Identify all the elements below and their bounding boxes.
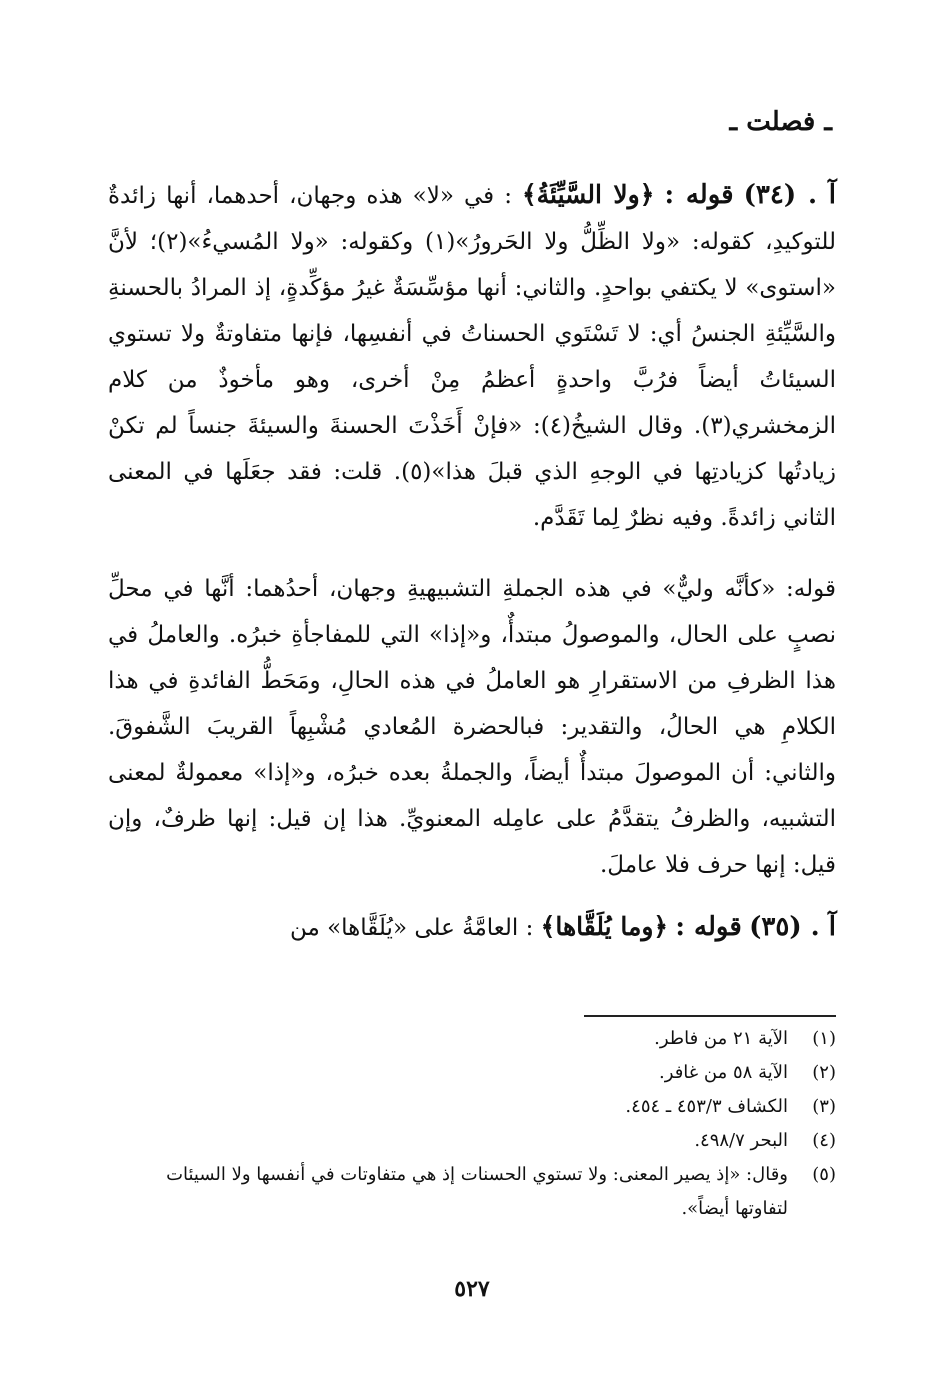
footnote-item	[108, 1056, 836, 1090]
quranic-verse: ﴿وما يُلَقَّاها﴾	[540, 912, 669, 941]
footnote-number: (٤)	[812, 1130, 836, 1151]
footnote-item	[108, 1158, 836, 1226]
footnote-text: الكشاف ٤٥٣/٣ ـ ٤٥٤.	[625, 1096, 788, 1117]
footnote-item	[108, 1124, 836, 1158]
paragraph-commentary	[108, 566, 836, 888]
paragraph-verse-34	[108, 172, 836, 541]
paragraph-verse-35	[108, 904, 836, 951]
footnote-text: الآية ٥٨ من غافر.	[659, 1062, 788, 1083]
footnote-number: (٥)	[812, 1164, 836, 1185]
paragraph-text: قوله: «كأنَّه وليٌّ» في هذه الجملةِ التشبيهيةِ وجهان، أحدُهما: أنَّها في محلِّ نصبٍ على الحال، والموصولُ مبتدأٌ، و«إذا» التي للمفاجأةِ خبرُه. والعاملُ في هذا الظرفِ من الاستقرارِ هو العاملُ في هذه الحالِ، ومَحَطُّ الفائدةِ في هذا الكلامِ هي الحالُ، والتقدير: فبالحضرة المُعادي مُشْبِهاً القريبَ الشَّفوقَ. والثاني: أن الموصولَ مبتدأٌ أيضاً، والجملةُ بعده خبرُه، و«إذا» معمولةٌ لمعنى التشبيه، والظرفُ يتقدَّمُ على عامِله المعنويِّ. هذا إن قيل: إنها ظرفٌ، وإن قيل: إنها حرف فلا عاملَ.	[108, 576, 836, 878]
footnote-number: (٣)	[812, 1096, 836, 1117]
page-number: ٥٢٧	[454, 1276, 490, 1302]
paragraph-text: : في «لا» هذه وجهان، أحدهما، أنها زائدةٌ للتوكيدِ، كقوله: «ولا الظِّلُّ ولا الحَرورُ»(١) وكقوله: «ولا المُسيءُ»(٢)؛ لأنَّ «استوى» لا يكتفي بواحدٍ. والثاني: أنها مؤسِّسَةٌ غيرُ مؤكِّدةٍ، إذ المرادُ بالحسنةِ والسَّيِّئةِ الجنسُ أي: لا تَسْتَوي الحسناتُ في أنفسِها، فإنها متفاوتةٌ ولا تستوي السيئاتُ أيضاً فرُبَّ واحدةٍ أعظمُ مِنْ أخرى، وهو مأخوذٌ من كلام الزمخشري(٣). وقال الشيخُ(٤): «فإنْ أَخَذْتَ الحسنةَ والسيئةَ جنساً لم تكنْ زيادتُها كزيادتِها في الوجهِ الذي قبلَ هذا»(٥). قلت: فقد جعَلَها في المعنى الثاني زائدةً. وفيه نظرٌ لِما تَقَدَّم.	[108, 183, 837, 531]
verse-marker: آ . (٣٤)	[743, 180, 837, 210]
footnotes-list	[108, 1022, 836, 1226]
footnote-item	[108, 1090, 836, 1124]
footnote-number: (٢)	[812, 1062, 836, 1083]
running-head: ـ فصلت ـ	[729, 107, 832, 137]
verse-marker: آ . (٣٥)	[749, 912, 836, 942]
verse-lead: قوله :	[664, 180, 734, 210]
footnote-divider	[584, 1015, 836, 1017]
footnote-text: الآية ٢١ من فاطر.	[654, 1028, 788, 1049]
quranic-verse: ﴿ولا السَّيِّئَةُ﴾	[521, 180, 655, 209]
footnote-item	[108, 1022, 836, 1056]
paragraph-text: : العامَّةُ على «يُلَقَّاها» من	[289, 915, 534, 941]
footnote-text: وقال: «إذ يصير المعنى: ولا تستوي الحسنات إذ هي متفاوتات في أنفسها ولا السيئات لتفاوتها أيضاً».	[166, 1164, 788, 1219]
verse-lead: قوله :	[675, 912, 742, 942]
footnote-text: البحر ٤٩٨/٧.	[694, 1130, 788, 1151]
footnote-number: (١)	[812, 1028, 836, 1049]
